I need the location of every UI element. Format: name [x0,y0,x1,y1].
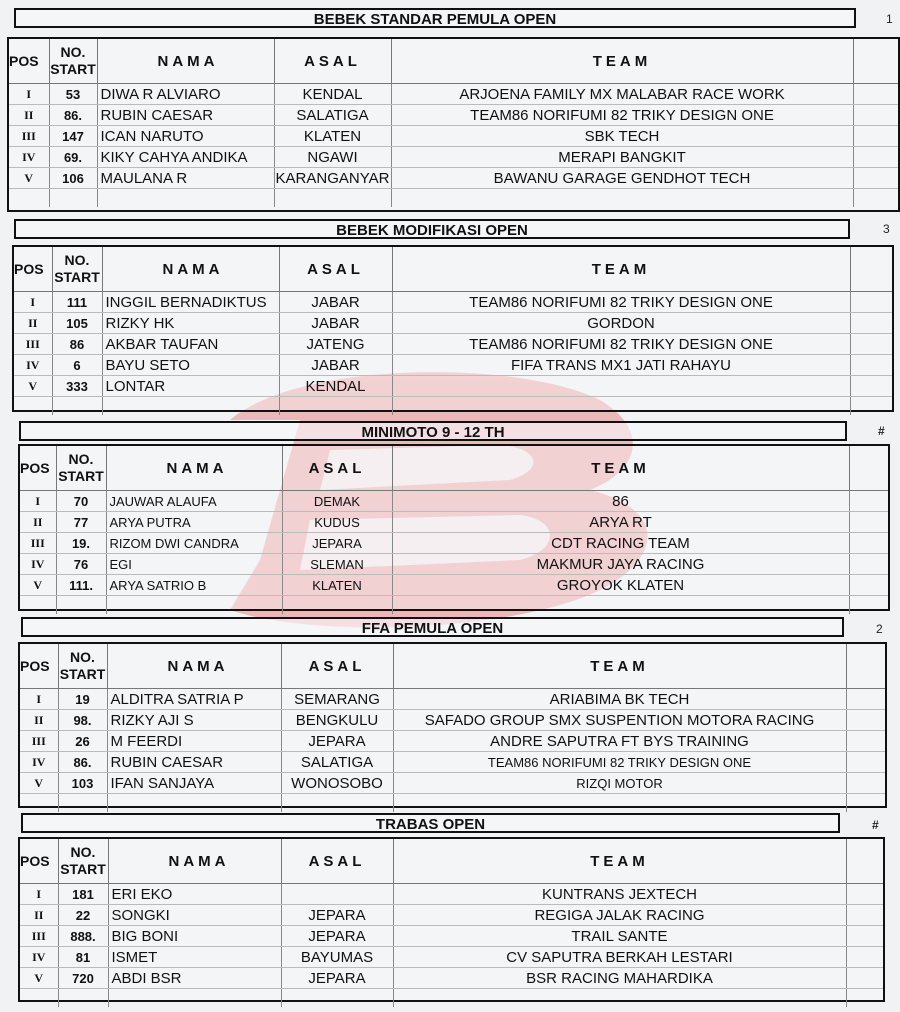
header-nama: NAMA [102,247,279,292]
cell-no: 181 [58,884,108,905]
cell-no: 111. [56,575,106,596]
table-row [20,491,888,512]
cell-nama: MAULANA R [97,168,274,189]
cell-cell [58,794,107,813]
cell-asal: NGAWI [274,147,391,168]
cell-cell [102,397,279,416]
cell-no: 26 [58,731,107,752]
table-row [20,926,883,947]
header-team: TEAM [392,446,849,491]
cell-nama: ERI EKO [108,884,281,905]
cell-cell [49,189,97,208]
header-no-start: NO. START [56,446,106,491]
cell-nama: INGGIL BERNADIKTUS [102,292,279,313]
cell-asal: KLATEN [282,575,392,596]
cell-asal: KENDAL [274,84,391,105]
cell-no: 77 [56,512,106,533]
cell-team: TEAM86 NORIFUMI 82 TRIKY DESIGN ONE [391,105,853,126]
table-row [20,512,888,533]
table-row [14,376,892,397]
header-cell [853,39,898,84]
cell-last [850,355,892,376]
cell-asal: JEPARA [281,926,393,947]
header-nama: NAMA [107,644,281,689]
cell-cell [9,189,49,208]
cell-nama: ARYA SATRIO B [106,575,282,596]
cell-nama: LONTAR [102,376,279,397]
cell-asal: JATENG [279,334,392,355]
header-pos: POS [14,247,52,292]
cell-cell [281,989,393,1008]
cell-team [392,376,850,397]
cell-no: 105 [52,313,102,334]
cell-asal: KARANGANYAR [275,169,390,187]
results-table [18,444,890,611]
cell-nama: RUBIN CAESAR [97,105,274,126]
cell-pos: IV [20,554,56,575]
cell-nama: ISMET [108,947,281,968]
cell-nama: ICAN NARUTO [97,126,274,147]
cell-last [846,689,885,710]
cell-asal: KUDUS [282,512,392,533]
cell-asal: KENDAL [279,376,392,397]
cell-team: ANDRE SAPUTRA FT BYS TRAINING [393,731,846,752]
cell-asal [281,884,393,905]
cell-no: 53 [49,84,97,105]
cell-team: 86 [392,491,849,512]
cell-pos: IV [20,752,58,773]
cell-nama: ALDITRA SATRIA P [107,689,281,710]
table-row [9,168,898,189]
cell-no: 111 [52,292,102,313]
table-row [20,968,883,989]
section-title: TRABAS OPEN [21,813,840,833]
header-team: TEAM [393,839,846,884]
cell-pos: I [20,689,58,710]
header-team: TEAM [391,39,853,84]
cell-team: BSR RACING MAHARDIKA [393,968,846,989]
header-nama: NAMA [106,446,282,491]
cell-team: GROYOK KLATEN [392,575,849,596]
cell-team: REGIGA JALAK RACING [393,905,846,926]
cell-last [850,292,892,313]
cell-team: TEAM86 NORIFUMI 82 TRIKY DESIGN ONE [392,334,850,355]
table-row [20,575,888,596]
cell-cell [58,989,108,1008]
header-nama: NAMA [108,839,281,884]
section-title: BEBEK STANDAR PEMULA OPEN [14,8,856,28]
cell-asal: DEMAK [282,491,392,512]
cell-last [849,596,888,615]
page-marker: # [872,818,879,832]
cell-asal: BENGKULU [281,710,393,731]
header-pos: POS [20,839,58,884]
cell-no: 147 [49,126,97,147]
header-cell [849,446,888,491]
cell-no: 81 [58,947,108,968]
cell-pos: III [9,126,49,147]
cell-pos: I [20,491,56,512]
cell-last [846,926,883,947]
cell-nama: RIZKY AJI S [107,710,281,731]
cell-pos: V [20,575,56,596]
cell-pos: II [20,512,56,533]
header-no-start: NO. START [52,247,102,292]
cell-last [846,905,883,926]
cell-nama: BIG BONI [108,926,281,947]
cell-asal: JEPARA [282,533,392,554]
cell-asal: BAYUMAS [281,947,393,968]
cell-nama: BAYU SETO [102,355,279,376]
table-row [20,752,885,773]
cell-team: ARYA RT [392,512,849,533]
cell-last [846,794,885,813]
cell-team: MAKMUR JAYA RACING [392,554,849,575]
cell-nama: RIZKY HK [102,313,279,334]
cell-nama: RUBIN CAESAR [107,752,281,773]
table-row [20,731,885,752]
cell-team: RIZQI MOTOR [393,773,846,794]
cell-cell [393,989,846,1008]
cell-no: 6 [52,355,102,376]
cell-cell [20,794,58,813]
results-table [7,37,900,212]
table-row [14,355,892,376]
cell-pos: V [20,968,58,989]
table-row [20,533,888,554]
cell-nama: EGI [106,554,282,575]
header-asal: ASAL [281,839,393,884]
cell-team: SBK TECH [391,126,853,147]
cell-nama: DIWA R ALVIARO [97,84,274,105]
table-row [14,334,892,355]
cell-last [846,752,885,773]
header-cell [850,247,892,292]
table-row [20,710,885,731]
cell-no: 76 [56,554,106,575]
header-nama: NAMA [97,39,274,84]
cell-no: 70 [56,491,106,512]
cell-last [853,189,898,208]
cell-pos: II [20,710,58,731]
table-row [9,147,898,168]
header-pos: POS [20,644,58,689]
cell-nama: SONGKI [108,905,281,926]
cell-last [846,710,885,731]
cell-pos: V [9,168,49,189]
section-title: FFA PEMULA OPEN [21,617,844,637]
cell-cell [392,397,850,416]
cell-team: SAFADO GROUP SMX SUSPENTION MOTORA RACING [393,710,846,731]
header-asal: ASAL [282,446,392,491]
cell-last [849,491,888,512]
cell-last [849,512,888,533]
cell-team: ARIABIMA BK TECH [393,689,846,710]
cell-asal: SLEMAN [282,554,392,575]
cell-no: 19 [58,689,107,710]
results-table [18,837,885,1002]
cell-last [850,376,892,397]
cell-team: KUNTRANS JEXTECH [393,884,846,905]
header-asal: ASAL [274,39,391,84]
cell-pos: V [14,376,52,397]
cell-asal: JEPARA [281,968,393,989]
cell-no: 333 [52,376,102,397]
cell-nama: AKBAR TAUFAN [102,334,279,355]
cell-no: 86 [52,334,102,355]
cell-team: MERAPI BANGKIT [391,147,853,168]
cell-last [853,105,898,126]
table-row [20,773,885,794]
cell-last [853,84,898,105]
cell-no: 720 [58,968,108,989]
cell-cell [106,596,282,615]
cell-last [850,397,892,416]
cell-cell [391,189,853,208]
cell-pos: II [9,105,49,126]
cell-pos: III [20,926,58,947]
cell-asal: KLATEN [274,126,391,147]
cell-last [853,147,898,168]
cell-team: CDT RACING TEAM [392,533,849,554]
cell-asal: JEPARA [281,905,393,926]
cell-pos: IV [20,947,58,968]
cell-cell [281,794,393,813]
cell-asal: JABAR [279,355,392,376]
header-team: TEAM [392,247,850,292]
cell-no: 19. [56,533,106,554]
cell-no: 888. [58,926,108,947]
cell-nama: IFAN SANJAYA [107,773,281,794]
cell-no: 86. [49,105,97,126]
table-row [9,126,898,147]
cell-pos: V [20,773,58,794]
table-row [20,905,883,926]
cell-nama: ARYA PUTRA [106,512,282,533]
cell-last [850,313,892,334]
cell-pos: IV [14,355,52,376]
cell-team: GORDON [392,313,850,334]
cell-cell [20,989,58,1008]
cell-last [846,731,885,752]
cell-no: 86. [58,752,107,773]
section-title: BEBEK MODIFIKASI OPEN [14,219,850,239]
cell-team: CV SAPUTRA BERKAH LESTARI [393,947,846,968]
table-row [20,947,883,968]
cell-cell [56,596,106,615]
cell-nama: ABDI BSR [108,968,281,989]
cell-cell [14,397,52,416]
table-row [20,689,885,710]
cell-nama: JAUWAR ALAUFA [106,491,282,512]
header-team: TEAM [393,644,846,689]
cell-pos: II [20,905,58,926]
cell-cell [107,794,281,813]
cell-no: 106 [49,168,97,189]
cell-cell [52,397,102,416]
cell-team: TRAIL SANTE [393,926,846,947]
cell-pos: II [14,313,52,334]
cell-asal: SALATIGA [281,752,393,773]
cell-last [849,533,888,554]
cell-pos: III [14,334,52,355]
table-row [20,884,883,905]
cell-no: 69. [49,147,97,168]
cell-cell [108,989,281,1008]
header-asal: ASAL [281,644,393,689]
cell-cell [393,794,846,813]
table-row [14,292,892,313]
table-row [14,313,892,334]
cell-nama: KIKY CAHYA ANDIKA [97,147,274,168]
cell-asal: SALATIGA [274,105,391,126]
results-table [18,642,887,808]
cell-last [846,989,883,1008]
cell-team: FIFA TRANS MX1 JATI RAHAYU [392,355,850,376]
page-marker: 3 [883,222,890,236]
page-marker: # [878,424,885,438]
cell-cell [20,596,56,615]
cell-last [846,947,883,968]
header-cell [846,839,883,884]
page-marker: 1 [886,12,893,26]
cell-pos: III [20,533,56,554]
cell-last [853,168,898,189]
cell-cell [274,189,391,208]
cell-no: 98. [58,710,107,731]
cell-pos: III [20,731,58,752]
page-marker: 2 [876,622,883,636]
header-asal: ASAL [279,247,392,292]
section-title: MINIMOTO 9 - 12 TH [19,421,847,441]
cell-last [846,884,883,905]
cell-last [849,575,888,596]
cell-last [846,773,885,794]
results-table [12,245,894,412]
cell-no: 103 [58,773,107,794]
cell-cell [279,397,392,416]
cell-last [850,334,892,355]
table-row [9,84,898,105]
cell-nama: M FEERDI [107,731,281,752]
header-no-start: NO. START [49,39,97,84]
header-pos: POS [20,446,56,491]
cell-asal: WONOSOBO [281,773,393,794]
cell-cell [97,189,274,208]
cell-asal: JEPARA [281,731,393,752]
cell-team: TEAM86 NORIFUMI 82 TRIKY DESIGN ONE [392,292,850,313]
cell-last [849,554,888,575]
cell-asal: JABAR [279,313,392,334]
header-cell [846,644,885,689]
cell-cell [282,596,392,615]
cell-pos: I [9,84,49,105]
cell-pos: I [14,292,52,313]
cell-pos: I [20,884,58,905]
table-row [20,554,888,575]
header-no-start: NO. START [58,839,108,884]
header-no-start: NO. START [58,644,107,689]
cell-last [846,968,883,989]
cell-team: TEAM86 NORIFUMI 82 TRIKY DESIGN ONE [393,752,846,773]
cell-cell [392,596,849,615]
cell-team: BAWANU GARAGE GENDHOT TECH [391,168,853,189]
cell-last [853,126,898,147]
cell-no: 22 [58,905,108,926]
header-pos: POS [9,39,49,84]
cell-nama: RIZOM DWI CANDRA [106,533,282,554]
cell-pos: IV [9,147,49,168]
cell-asal: SEMARANG [281,689,393,710]
cell-asal: JABAR [279,292,392,313]
table-row [9,105,898,126]
cell-team: ARJOENA FAMILY MX MALABAR RACE WORK [391,84,853,105]
